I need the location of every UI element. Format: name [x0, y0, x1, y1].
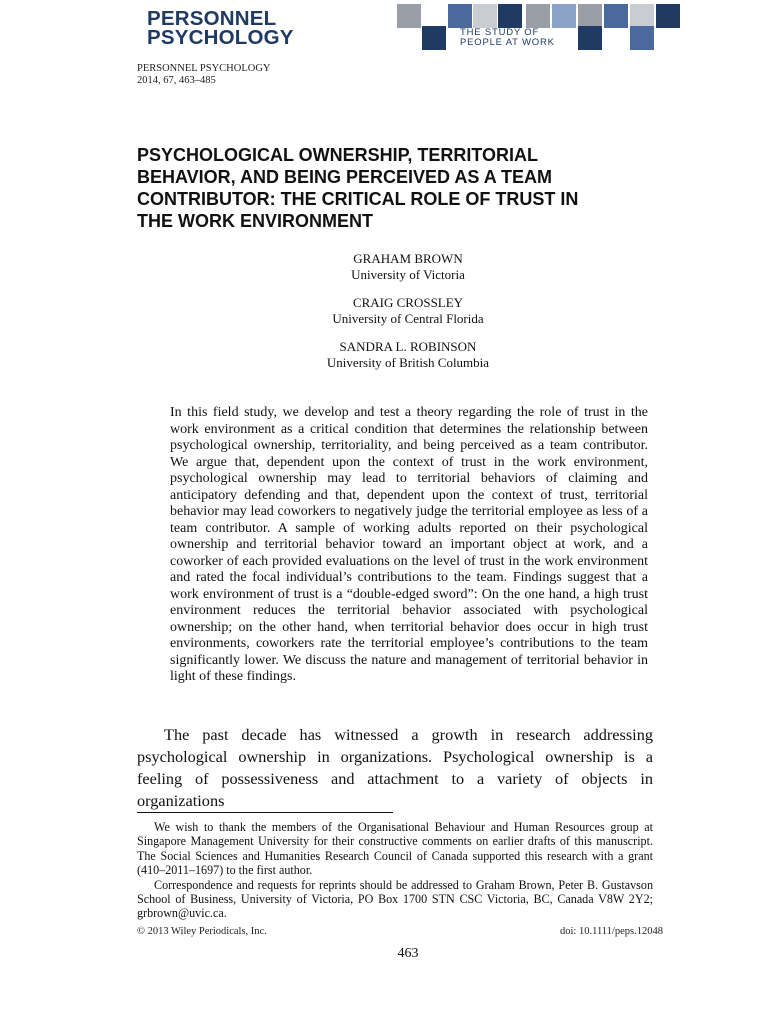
- title-line: PSYCHOLOGICAL OWNERSHIP, TERRITORIAL: [137, 145, 539, 165]
- footnote-divider: [137, 812, 393, 813]
- decor-square: [397, 4, 421, 28]
- abstract: In this field study, we develop and test a theory regarding the role of trust in the work environment as a critical condition that determines the relationship between psychological ownership, territoriality, and being perceived as a team contributor. We argue that, dependent upon the context of trust in the work environment, psychological ownership may lead to territorial behaviors of claiming and anticipatory defending and that, dependent upon the context of trust, territorial behavior may lead coworkers to negatively judge the territorial employee as less of a team contributor. A sample of working adults reported on their psychological ownership and territorial behavior toward an important object at work, and a coworker of each provided evaluations on the level of trust in the work environment and rated the focal individual’s contributions to the team. Findings suggest that a work environment of trust is a “double-edged sword”: On the one hand, a high trust environment reduces the territorial behavior associated with psychological ownership; on the other hand, when territorial behavior does occur in high trust environments, coworkers rate the territorial employee’s contributions to the team significantly lower. We discuss the nature and management of territorial behavior in light of these findings.: [170, 405, 648, 684]
- acknowledgment-footnote: We wish to thank the members of the Organisational Behaviour and Human Resources group at Singapore Management University for their constructive comments on earlier drafts of this manuscript. The Social Sciences and Humanities Research Council of Canada supported this research with a grant (410–2011–1697) to the first author.: [137, 820, 653, 878]
- title-line: THE WORK ENVIRONMENT: [137, 211, 373, 231]
- title-line: BEHAVIOR, AND BEING PERCEIVED AS A TEAM: [137, 167, 553, 187]
- decor-square: [498, 4, 522, 28]
- correspondence-footnote: Correspondence and requests for reprints should be addressed to Graham Brown, Peter B. Gustavson School of Business, University of Victoria, PO Box 1700 STN CSC Victoria, BC, Canada V8W 2Y2; grbrown@uvic.ca.: [137, 877, 653, 921]
- decor-square: [448, 4, 472, 28]
- article-title: [137, 144, 677, 232]
- author-affiliation: University of British Columbia: [326, 354, 490, 370]
- journal-tagline: [460, 28, 555, 48]
- decor-square: [552, 4, 576, 28]
- author-list: [237, 251, 579, 383]
- decor-square: [656, 4, 680, 28]
- tagline-line-1: THE STUDY OF: [460, 27, 540, 38]
- author-affiliation: University of Central Florida: [332, 310, 484, 326]
- copyright-notice: © 2013 Wiley Periodicals, Inc.: [137, 926, 267, 937]
- author-block: [237, 251, 579, 282]
- page-number: 463: [397, 946, 419, 961]
- decor-square: [604, 4, 628, 28]
- author-block: [237, 339, 579, 370]
- decor-square: [526, 4, 550, 28]
- decor-square: [630, 4, 654, 28]
- logo-line-2: PSYCHOLOGY: [147, 26, 294, 49]
- author-name: CRAIG CROSSLEY: [352, 295, 464, 310]
- doi-link[interactable]: doi: 10.1111/peps.12048: [560, 926, 663, 937]
- journal-name: PERSONNEL PSYCHOLOGY: [137, 63, 271, 74]
- body-paragraph: The past decade has witnessed a growth in research addressing psychological ownership in organizations. Psychological ownership is a feeling of possessiveness and attachment to a variety of objects in organizations: [137, 725, 653, 810]
- author-block: [237, 295, 579, 326]
- title-line: CONTRIBUTOR: THE CRITICAL ROLE OF TRUST IN: [137, 189, 579, 209]
- author-affiliation: University of Victoria: [351, 266, 465, 282]
- author-name: SANDRA L. ROBINSON: [339, 339, 477, 354]
- decor-square: [473, 4, 497, 28]
- tagline-line-2: PEOPLE AT WORK: [460, 37, 555, 48]
- logo-line-1: PERSONNEL: [147, 7, 277, 30]
- author-name: GRAHAM BROWN: [353, 251, 463, 266]
- journal-citation: [137, 63, 271, 87]
- footnotes: [137, 820, 653, 921]
- decor-square: [578, 4, 602, 28]
- decor-square: [630, 26, 654, 50]
- decor-square: [578, 26, 602, 50]
- decor-square: [422, 26, 446, 50]
- journal-volume: 2014, 67, 463–485: [137, 75, 216, 86]
- journal-logo: [147, 9, 294, 47]
